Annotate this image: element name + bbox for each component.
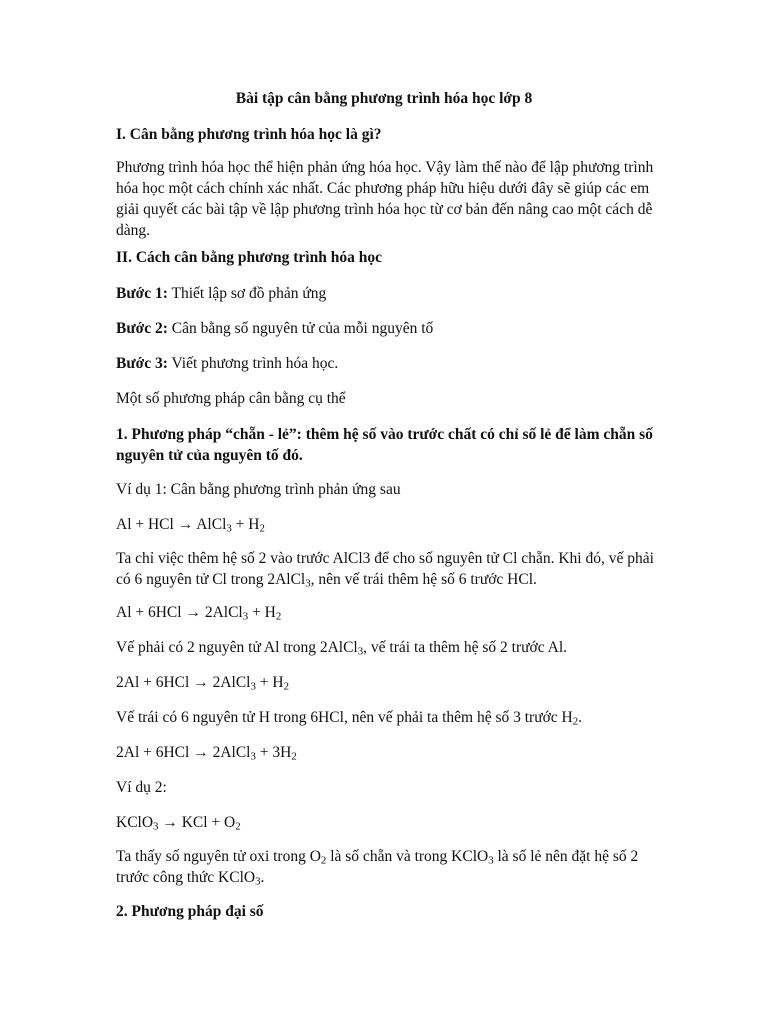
explanation-5-part: là số chẵn và trong KClO [326, 848, 489, 865]
methods-intro: Một số phương pháp cân bằng cụ thể [116, 390, 346, 407]
document-title: Bài tập cân bằng phương trình hóa học lớp 8 [235, 90, 533, 107]
explanation-5-sub: 3 [255, 875, 261, 888]
equation-5-sub: 2 [235, 820, 241, 833]
step-2 [116, 318, 661, 339]
explanation-5-part: . [260, 869, 265, 886]
equation-2-part: Al + 6HCl → 2AlCl [116, 604, 243, 621]
equation-3-sub: 3 [250, 680, 256, 693]
equation-1-sub: 3 [226, 522, 232, 535]
step-2-text: Cân bằng số nguyên tử của mỗi nguyên tố [171, 320, 434, 337]
equation-1-part: + H [231, 516, 260, 533]
explanation-3-part: . [578, 709, 583, 726]
equation-3-sub: 2 [283, 680, 290, 693]
explanation-5-sub: 3 [488, 854, 494, 867]
explanation-1-part: , nên vế trái thêm hệ số 6 trước HCl. [310, 571, 537, 588]
explanation-1 [116, 548, 661, 590]
equation-1-part: Al + HCl → AlCl [116, 516, 227, 533]
equation-4 [116, 742, 661, 763]
explanation-5-part: là số lẻ nên đặt hệ số 2 trước công thức KClO [116, 848, 639, 886]
equation-4-part: + 3H [255, 744, 292, 761]
section2-heading: II. Cách cân bằng phương trình hóa học [116, 249, 382, 266]
explanation-5 [116, 846, 661, 888]
equation-4-sub: 3 [250, 750, 256, 763]
equation-5-sub: 3 [153, 820, 159, 833]
step-3 [116, 353, 661, 374]
step-1 [116, 283, 661, 304]
equation-3-part: + H [255, 674, 284, 691]
example1-label: Ví dụ 1: Cân bằng phương trình phản ứng sau [116, 481, 401, 498]
equation-5-part: → KCl + O [158, 814, 236, 831]
equation-2-part: + H [248, 604, 276, 621]
step-1-label: Bước 1: [116, 285, 168, 302]
explanation-3-sub: 2 [572, 715, 579, 728]
equation-5-part: KClO [116, 814, 154, 831]
explanation-5-part: Ta thấy số nguyên tử oxi trong O [116, 848, 321, 865]
explanation-1-sub: 3 [305, 577, 311, 590]
explanation-3 [116, 707, 661, 728]
equation-2-sub: 3 [242, 610, 249, 623]
explanation-2-part: Vế phải có 2 nguyên tử Al trong 2AlCl [116, 639, 358, 656]
method1-heading: 1. Phương pháp “chẵn - lẻ”: thêm hệ số vào trước chất có chỉ số lẻ để làm chẵn số nguyên tử của nguyên tố đó. [116, 426, 653, 464]
explanation-1-part: Ta chỉ việc thêm hệ số 2 vào trước AlCl3 để cho số nguyên tử Cl chẵn. Khi đó, vế phải có 6 nguyên tử Cl trong 2AlCl [116, 550, 654, 588]
step-3-text: Viết phương trình hóa học. [171, 355, 339, 372]
equation-4-part: 2Al + 6HCl → 2AlCl [116, 744, 251, 761]
equation-1 [116, 514, 661, 535]
section1-paragraph: Phương trình hóa học thể hiện phản ứng hóa học. Vậy làm thế nào để lập phương trình hóa học một cách chính xác nhất. Các phương pháp hữu hiệu dưới đây sẽ giúp các em giải quyết các bài tập về lập phương trình hóa học từ cơ bản đến nâng cao một cách dễ dàng. [116, 159, 654, 239]
equation-2-sub: 2 [275, 610, 282, 623]
equation-3 [116, 672, 661, 693]
equation-1-sub: 2 [259, 522, 265, 535]
method2-heading: 2. Phương pháp đại số [116, 903, 264, 920]
equation-3-part: 2Al + 6HCl → 2AlCl [116, 674, 251, 691]
step-3-label: Bước 3: [116, 355, 168, 372]
explanation-2 [116, 637, 661, 658]
explanation-3-part: Vế trái có 6 nguyên tử H trong 6HCl, nên vế phải ta thêm hệ số 3 trước H [116, 709, 573, 726]
example2-label: Ví dụ 2: [116, 779, 167, 796]
equation-5 [116, 812, 661, 833]
section1-heading: I. Cân bằng phương trình hóa học là gì? [116, 126, 382, 143]
step-2-label: Bước 2: [116, 320, 168, 337]
explanation-2-part: , vế trái ta thêm hệ số 2 trước Al. [363, 639, 567, 656]
step-1-text: Thiết lập sơ đồ phản ứng [171, 285, 327, 302]
explanation-2-sub: 3 [357, 645, 364, 658]
explanation-5-sub: 2 [320, 854, 327, 867]
equation-4-sub: 2 [291, 750, 297, 763]
equation-2 [116, 602, 661, 623]
